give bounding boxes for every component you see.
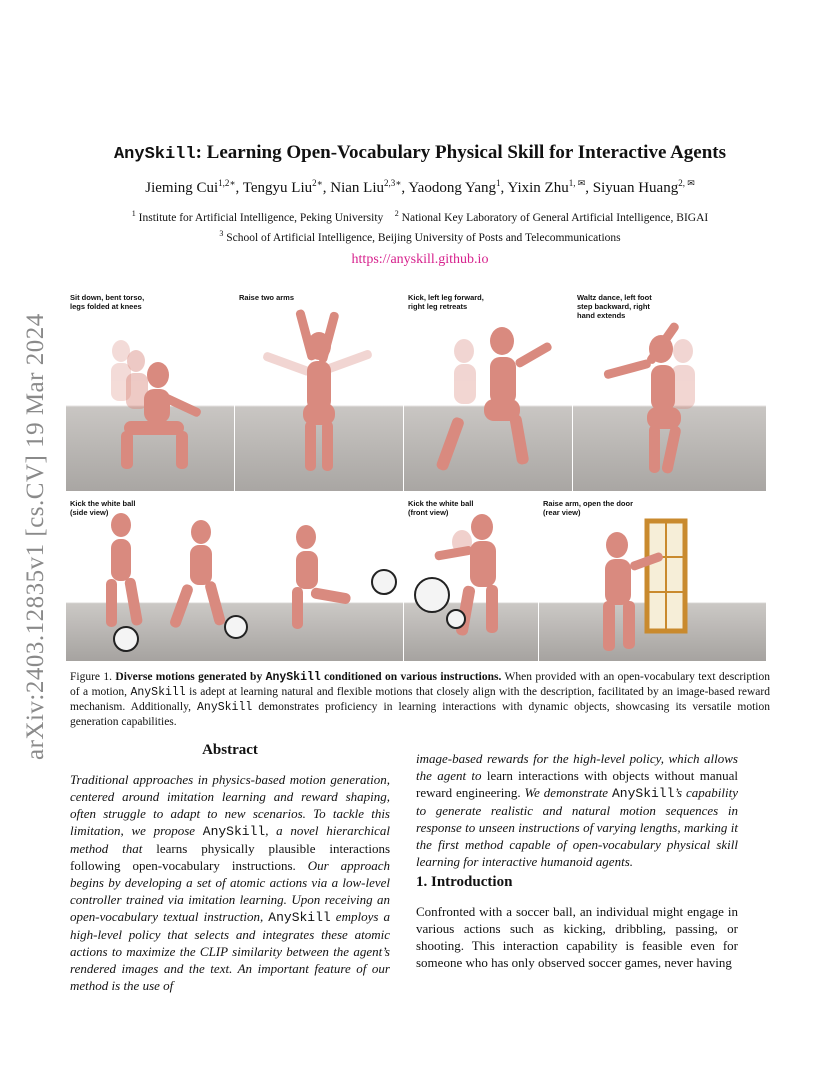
- affiliations-line-1: $^1$ Institute for Artificial Intelligence, Peking University $^2$ National Key Laboratory of General Artificial Intelligence, BIGAI: [131, 209, 709, 224]
- door-scene: [539, 497, 766, 661]
- author: Yixin Zhu: [507, 180, 569, 196]
- affiliation: School of Artificial Intelligence, Beijing University of Posts and Telecommunications: [226, 231, 621, 244]
- abstract-body: Traditional approaches in physics-based motion generation, centered around imitation learning and reward shaping, often struggle to adapt to new scenarios. To tackle this limitation, we propose AnySkill, a novel hierarchical method that learns physically plausible interactions following open-vocabulary instructions. Our approach begins by developing a set of atomic actions via a low-level controller trained via imitation learning. Upon receiving an open-vocabulary textual instruction, AnySkill employs a high-level policy that selects and integrates these atomic actions to maximize the CLIP similarity between the agent’s rendered images and the text. An important feature of our method is the use of: [70, 772, 391, 993]
- panel-label: Sit down, bent torso, legs folded at knees: [70, 293, 145, 311]
- figure-panel-open-door: [539, 497, 766, 661]
- panel-label: Kick the white ball (side view): [70, 499, 136, 517]
- panel-label: Raise two arms: [239, 293, 295, 302]
- affiliation: National Key Laboratory of General Artificial Intelligence, BIGAI: [401, 211, 709, 224]
- panel-label: Kick, left leg forward, right leg retreats: [408, 293, 484, 311]
- paper-title: [70, 142, 770, 164]
- panel-label: Kick the white ball (front view): [408, 499, 474, 517]
- mannequin-figure: [235, 291, 403, 491]
- abstract-continued: image-based rewards for the high-level policy, which allows the agent to learn interactions with objects without manual reward engineering. We demonstrate AnySkill’s capability to generate realistic and natural motion sequences in response to unseen instructions of varying lengths, marking it the first method capable of open-vocabulary physical skill learning for interactive humanoid agents.: [416, 751, 739, 869]
- author: Nian Liu: [330, 180, 385, 196]
- author: Jieming Cui: [145, 180, 219, 196]
- mannequin-figure: [404, 291, 572, 491]
- mannequin-figure: [573, 291, 766, 491]
- panel-label: Waltz dance, left foot step backward, right hand extends: [577, 293, 652, 320]
- figure-panel-kick-leg: [404, 291, 572, 491]
- author: Tengyu Liu: [242, 180, 313, 196]
- figure-panel-waltz: [573, 291, 766, 491]
- introduction-body: Confronted with a soccer ball, an individual might engage in various actions such as kicking, dribbling, passing, or shooting. This interaction capability is feasible even for someone who has only observed soccer games, never having: [416, 904, 738, 970]
- author: Yaodong Yang: [408, 180, 497, 196]
- figure-panel-raise-arms: [235, 291, 403, 491]
- arxiv-stamp: arXiv:2403.12835v1 [cs.CV] 19 Mar 2024: [22, 313, 49, 760]
- author: Siyuan Huang: [592, 180, 679, 196]
- panel-label: Raise arm, open the door (rear view): [543, 499, 634, 517]
- mannequin-figure: [404, 497, 538, 661]
- figure-caption: Figure 1. Diverse motions generated by AnySkill conditioned on various instructions. When provided with an open-vocabulary text description of a motion, AnySkill is adept at learning natural and flexible motions that closely align with the description, facilitated by an image-based reward mechanism. Additionally, AnySkill demonstrates proficiency in learning interactions with dynamic objects, showcasing its versatile motion generation capabilities.: [70, 671, 770, 728]
- figure-panel-sit-down: [66, 291, 234, 491]
- project-url-link[interactable]: https://anyskill.github.io: [351, 252, 489, 267]
- affiliation: Institute for Artificial Intelligence, Peking University: [138, 211, 384, 224]
- abstract-heading: Abstract: [202, 742, 258, 758]
- figure-panel-kick-ball-front: [404, 497, 538, 661]
- author-list: Jieming Cui$^{1,2∗}$, Tengyu Liu$^{2∗}$, Nian Liu$^{2,3∗}$, Yaodong Yang$^1$, Yixin Zhu$^{1, ✉}$, Siyuan Huang$^{2, ✉}$: [145, 178, 695, 196]
- figure-panel-kick-ball-side: [66, 497, 403, 661]
- title-text: : Learning Open-Vocabulary Physical Skill for Interactive Agents: [195, 142, 727, 163]
- affiliations-line-2: $^3$ School of Artificial Intelligence, Beijing University of Posts and Telecommunications: [219, 229, 621, 244]
- title-system-name: AnySkill: [113, 145, 196, 164]
- introduction-heading: 1. Introduction: [416, 874, 513, 890]
- mannequin-sequence: [66, 497, 403, 661]
- mannequin-figure: [66, 291, 234, 491]
